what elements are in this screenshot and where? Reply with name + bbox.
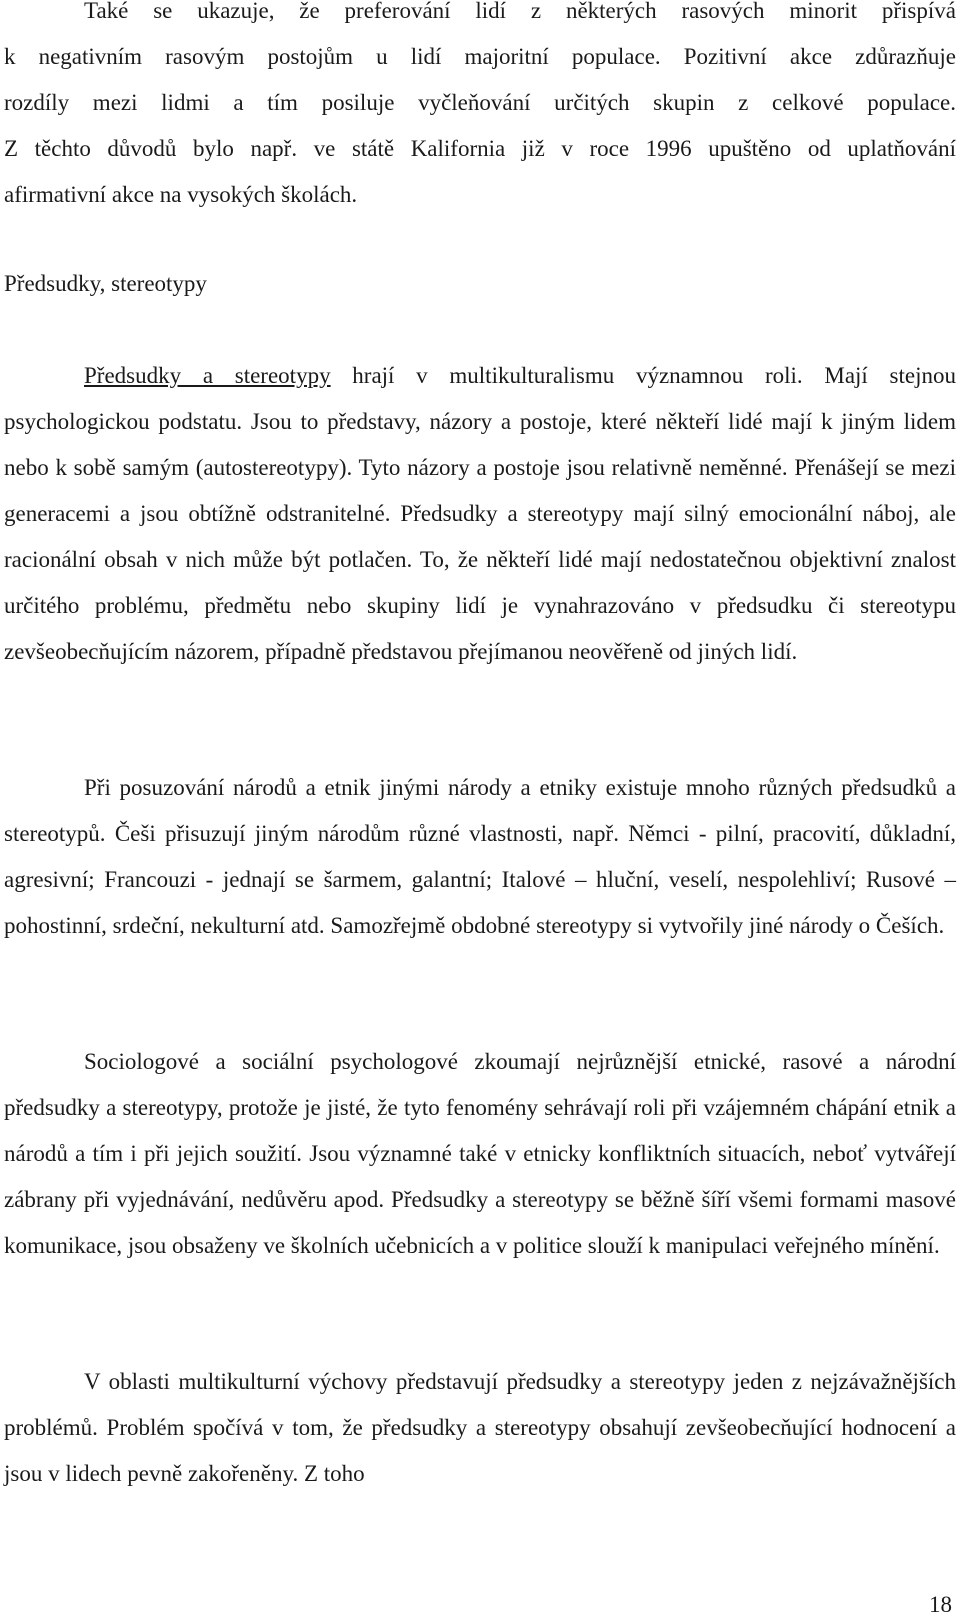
document-page xyxy=(4,0,956,1622)
paragraph-prejudice-definition xyxy=(4,353,956,675)
paragraph-text: hrají v multikulturalismu významnou roli. Mají stejnou psychologickou podstatu. Jsou to představy, názory a postoje, které někteří lidé mají k jiným lidem nebo k sobě samým (autostereotypy). Tyto názory a postoje jsou relativně neměnné. Přenášejí se mezi generacemi a jsou obtížně odstranitelné. Předsudky a stereotypy mají silný emocionální náboj, ale racionální obsah v nich může být potlačen. To, že někteří lidé mají nedostatečnou objektivní znalost určitého problému, předmětu nebo skupiny lidí je vynahrazováno v předsudku či stereotypu zevšeobecňujícím názorem, případně představou přejímanou neověřeně od jiných lidí. xyxy=(4,363,956,664)
text-line: afirmativní akce na vysokých školách. xyxy=(4,182,358,207)
paragraph-affirmative-action xyxy=(4,0,956,218)
paragraph-sociology-research: Sociologové a sociální psychologové zkoumají nejrůznější etnické, rasové a národní předsudky a stereotypy, protože je jisté, že tyto fenomény sehrávají roli při vzájemném chápání etnik a národů a tím i při jejich soužití. Jsou významné také v etnicky konfliktních situacích, neboť vytvářejí zábrany při vyjednávání, nedůvěru apod. Předsudky a stereotypy se běžně šíří všemi formami masové komunikace, jsou obsaženy ve školních učebnicích a v politice slouží k manipulaci veřejného mínění. xyxy=(4,1049,956,1258)
page-number: 18 xyxy=(929,1592,952,1617)
text-line: Z těchto důvodů bylo např. ve státě Kalifornia již v roce 1996 upuštěno od uplatňování xyxy=(4,136,956,161)
text-line: Také se ukazuje, že preferování lidí z některých rasových minorit přispívá xyxy=(84,0,956,23)
paragraph-national-stereotypes: Při posuzování národů a etnik jinými národy a etniky existuje mnoho různých předsudků a stereotypů. Češi přisuzují jiným národům různé vlastnosti, např. Němci - pilní, pracovití, důkladní, agresivní; Francouzi - jednají se šarmem, galantní; Italové – hluční, veselí, nespolehliví; Rusové – pohostinní, srdeční, nekulturní atd. Samozřejmě obdobné stereotypy si vytvořily jiné národy o Češích. xyxy=(4,775,956,938)
text-line: rozdíly mezi lidmi a tím posiluje vyčleňování určitých skupin z celkové populace. xyxy=(4,90,956,115)
section-heading: Předsudky, stereotypy xyxy=(4,271,207,296)
underlined-term: Předsudky a stereotypy xyxy=(84,363,331,388)
paragraph-multicultural-education: V oblasti multikulturní výchovy představují předsudky a stereotypy jeden z nejzávažnějších problémů. Problém spočívá v tom, že předsudky a stereotypy obsahují zevšeobecňující hodnocení a jsou v lidech pevně zakořeněny. Z toho xyxy=(4,1369,956,1486)
text-line: k negativním rasovým postojům u lidí majoritní populace. Pozitivní akce zdůrazňuje xyxy=(4,44,956,69)
